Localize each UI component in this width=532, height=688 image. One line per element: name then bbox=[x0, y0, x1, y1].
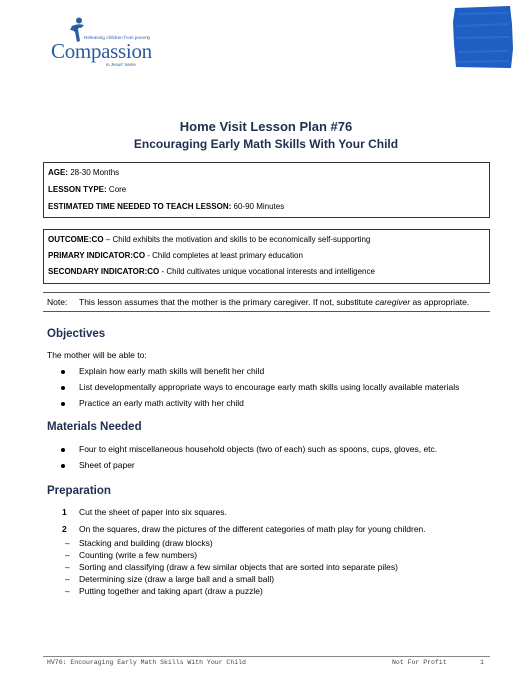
lesson-type-line: LESSON TYPE: Core bbox=[48, 185, 127, 194]
footer-rule bbox=[43, 656, 490, 657]
logo-name: Compassion bbox=[51, 39, 152, 63]
bullet-icon bbox=[61, 464, 65, 468]
blue-brush-block bbox=[452, 4, 514, 70]
secondary-indicator-line: SECONDARY INDICATOR:CO - Child cultivates unique vocational interests and intelligence bbox=[48, 267, 375, 276]
estimated-time-line: ESTIMATED TIME NEEDED TO TEACH LESSON: 60-90 Minutes bbox=[48, 202, 285, 211]
material-item: Sheet of paper bbox=[79, 460, 135, 470]
preparation-sub-item: Stacking and building (draw blocks) bbox=[79, 538, 213, 548]
objective-item: Explain how early math skills will benefit her child bbox=[79, 366, 265, 376]
bullet-icon bbox=[61, 448, 65, 452]
step-number: 1 bbox=[62, 507, 67, 517]
footer-page-number: 1 bbox=[480, 659, 484, 666]
material-item: Four to eight miscellaneous household objects (two of each) such as spoons, cups, gloves, etc. bbox=[79, 444, 438, 454]
note-text: This lesson assumes that the mother is the primary caregiver. If not, substitute caregiver as appropriate. bbox=[79, 297, 470, 307]
lesson-subtitle: Encouraging Early Math Skills With Your Child bbox=[133, 137, 399, 151]
dash-marker: – bbox=[65, 574, 70, 584]
footer-document-title: HV76: Encouraging Early Math Skills With Your Child bbox=[47, 659, 246, 666]
step-number: 2 bbox=[62, 524, 67, 534]
compassion-logo bbox=[51, 17, 173, 67]
objectives-heading: Objectives bbox=[47, 328, 106, 340]
materials-heading: Materials Needed bbox=[47, 421, 142, 433]
outcome-line: OUTCOME:CO – Child exhibits the motivation and skills to be economically self-supporting bbox=[48, 235, 371, 244]
dash-marker: – bbox=[65, 586, 70, 596]
bullet-icon bbox=[61, 370, 65, 374]
note-bottom-rule bbox=[43, 311, 490, 312]
dash-marker: – bbox=[65, 550, 70, 560]
footer-not-for-profit: Not For Profit bbox=[392, 659, 447, 666]
note-top-rule bbox=[43, 292, 490, 293]
preparation-sub-item: Putting together and taking apart (draw a puzzle) bbox=[79, 586, 263, 596]
outcome-box bbox=[43, 229, 490, 284]
lesson-info-box bbox=[43, 162, 490, 218]
age-line: AGE: 28-30 Months bbox=[48, 168, 120, 177]
logo-tagline-top: Releasing children from poverty bbox=[84, 35, 151, 40]
objective-item: List developmentally appropriate ways to encourage early math skills using locally available materials bbox=[79, 382, 460, 392]
objectives-intro: The mother will be able to: bbox=[47, 350, 147, 360]
primary-indicator-line: PRIMARY INDICATOR:CO - Child completes at least primary education bbox=[48, 251, 303, 260]
logo-tagline-bottom: in Jesus' name bbox=[106, 62, 136, 67]
dash-marker: – bbox=[65, 562, 70, 572]
dash-marker: – bbox=[65, 538, 70, 548]
preparation-step: On the squares, draw the pictures of the different categories of math play for young children. bbox=[79, 524, 426, 534]
objective-item: Practice an early math activity with her child bbox=[79, 398, 244, 408]
bullet-icon bbox=[61, 386, 65, 390]
preparation-step: Cut the sheet of paper into six squares. bbox=[79, 507, 227, 517]
lesson-title: Home Visit Lesson Plan #76 bbox=[179, 119, 353, 134]
bullet-icon bbox=[61, 402, 65, 406]
preparation-heading: Preparation bbox=[47, 485, 111, 497]
preparation-sub-item: Sorting and classifying (draw a few similar objects that are sorted into separate piles) bbox=[79, 562, 398, 572]
note-label: Note: bbox=[47, 297, 68, 307]
preparation-sub-item: Counting (write a few numbers) bbox=[79, 550, 198, 560]
preparation-sub-item: Determining size (draw a large ball and a small ball) bbox=[79, 574, 275, 584]
